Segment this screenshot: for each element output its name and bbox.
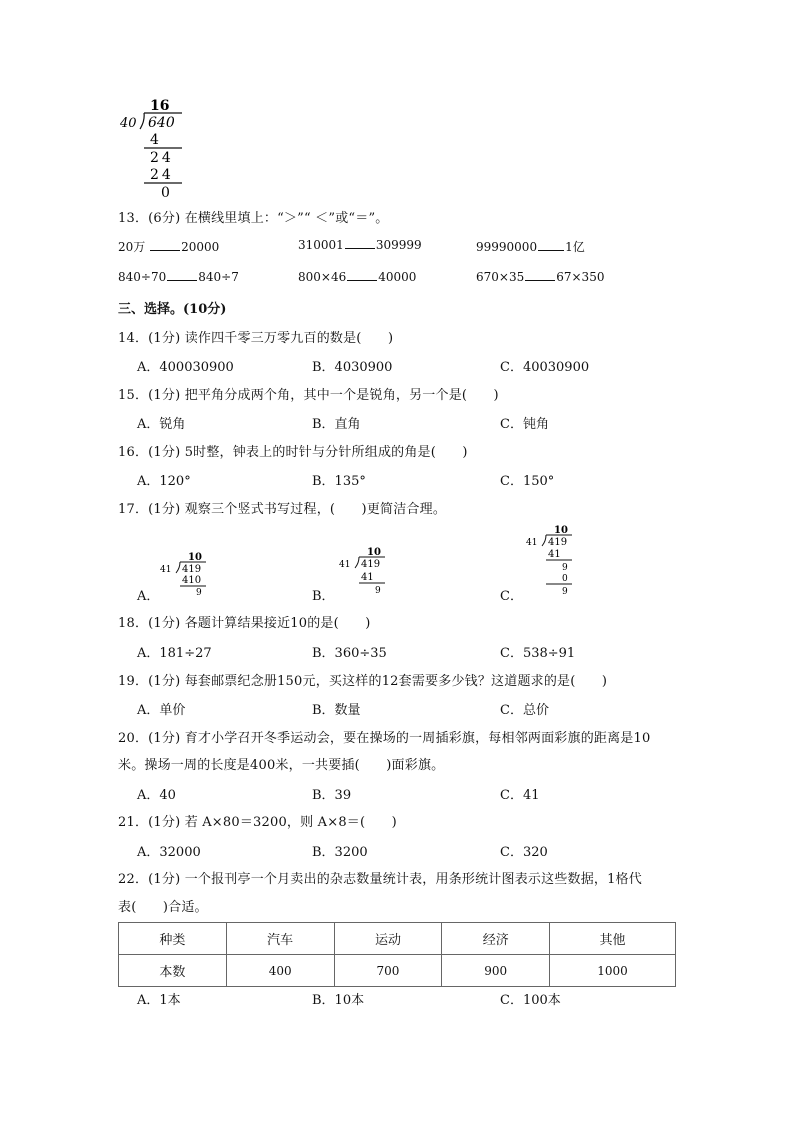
q17a-quotient: 10 (188, 552, 202, 563)
q15-option-c[interactable]: C．钝角 (500, 417, 549, 432)
q13-blank-3[interactable] (538, 238, 564, 251)
q13-item-1 (118, 238, 219, 255)
q17b-divisor: 41 (339, 560, 351, 570)
q13-blank-1[interactable] (150, 238, 180, 251)
step-4: 0 (161, 185, 170, 200)
q13-blank-4[interactable] (167, 268, 197, 281)
q13-item-6-left: 670×35 (476, 270, 525, 284)
q14-option-c[interactable]: C．40030900 (500, 360, 590, 375)
q13-item-2-left: 310001 (298, 238, 344, 252)
q16-stem: 16．(1分) 5时整，钟表上的时针与分针所组成的角是( ) (118, 445, 468, 460)
q17-division-b (337, 545, 389, 595)
q18-option-b[interactable]: B．360÷35 (312, 646, 387, 661)
q17c-rem: 9 (562, 587, 568, 597)
q16-option-c[interactable]: C．150° (500, 474, 555, 489)
q17-stem: 17．(1分) 观察三个竖式书写过程，( )更简洁合理。 (118, 502, 447, 517)
q14-stem: 14．(1分) 读作四千零三万零九百的数是( ) (118, 331, 394, 346)
q22-option-a[interactable]: A．1本 (137, 993, 181, 1008)
q20-stem-line2: 米。操场一周的长度是400米，一共要插( )面彩旗。 (118, 758, 445, 773)
q22-option-c[interactable]: C．100本 (500, 993, 561, 1008)
q18-option-c[interactable]: C．538÷91 (500, 646, 576, 661)
table-header-cell: 运动 (334, 923, 442, 955)
q15-option-a[interactable]: A．锐角 (137, 417, 186, 432)
q13-blank-2[interactable] (345, 236, 375, 249)
q18-stem: 18．(1分) 各题计算结果接近10的是( ) (118, 616, 371, 631)
table-cell: 900 (442, 955, 550, 987)
q16-option-b[interactable]: B．135° (312, 474, 366, 489)
q13-item-1-left: 20万 (118, 240, 146, 254)
q13-item-5-right: 40000 (378, 270, 417, 284)
q17b-quotient: 10 (367, 547, 381, 558)
q17-option-a[interactable]: A． (137, 589, 160, 604)
q13-item-4 (118, 268, 239, 284)
table-header-cell: 经济 (442, 923, 550, 955)
q15-stem: 15．(1分) 把平角分成两个角，其中一个是锐角，另一个是( ) (118, 388, 499, 403)
q13-item-3-right: 1亿 (565, 240, 585, 254)
q17b-sub: 41 (361, 572, 374, 583)
q17c-sub1: 41 (548, 549, 561, 560)
q17a-divisor: 41 (160, 565, 172, 575)
q16-option-a[interactable]: A．120° (137, 474, 191, 489)
table-cell: 1000 (550, 955, 676, 987)
q17c-quotient: 10 (554, 525, 568, 536)
long-division-640-by-40 (118, 96, 208, 200)
q17a-dividend: 419 (182, 564, 202, 575)
q17a-sub: 410 (182, 575, 202, 586)
dividend: 640 (148, 115, 175, 131)
q13-item-2-right: 309999 (375, 238, 422, 252)
q19-option-c[interactable]: C．总价 (500, 703, 549, 718)
table-row (119, 923, 676, 955)
q14-option-a[interactable]: A．400030900 (137, 360, 234, 375)
step-3: 24 (150, 167, 174, 183)
table-cell: 400 (226, 955, 334, 987)
table-header-cell: 汽车 (226, 923, 334, 955)
q20-stem-line1: 20．(1分) 育才小学召开冬季运动会，要在操场的一周插彩旗，每相邻两面彩旗的距离是10 (118, 731, 651, 746)
step-1: 4 (150, 132, 159, 148)
q13-item-5-left: 800×46 (298, 270, 347, 284)
q13-item-2 (298, 236, 422, 252)
q17-option-b[interactable]: B． (312, 589, 335, 604)
q19-option-b[interactable]: B．数量 (312, 703, 361, 718)
q17-option-c[interactable]: C． (500, 589, 523, 604)
q20-option-c[interactable]: C．41 (500, 788, 540, 803)
q18-option-a[interactable]: A．181÷27 (137, 646, 212, 661)
divisor: 40 (120, 116, 137, 131)
table-cell: 本数 (119, 955, 227, 987)
table-cell: 700 (334, 955, 442, 987)
q13-item-3-left: 99990000 (476, 240, 538, 254)
q19-option-a[interactable]: A．单价 (137, 703, 186, 718)
q13-blank-6[interactable] (525, 268, 555, 281)
q19-stem: 19．(1分) 每套邮票纪念册150元，买这样的12套需要多少钱？这道题求的是( ) (118, 674, 608, 689)
q17c-mid: 9 (562, 563, 568, 573)
q22-stem-line2: 表( )合适。 (118, 900, 208, 915)
q13-item-3 (476, 238, 585, 255)
q17c-dividend: 419 (548, 537, 568, 548)
step-2: 24 (150, 150, 174, 166)
table-header-cell: 种类 (119, 923, 227, 955)
q21-option-b[interactable]: B．3200 (312, 845, 368, 860)
q21-stem: 21．(1分) 若 A×80＝3200，则 A×8＝( ) (118, 815, 397, 830)
q14-option-b[interactable]: B．4030900 (312, 360, 393, 375)
q20-option-a[interactable]: A．40 (137, 788, 176, 803)
magazine-sales-table (118, 922, 676, 987)
q17b-rem: 9 (375, 586, 381, 595)
q13-item-1-right: 20000 (181, 240, 220, 254)
table-row (119, 955, 676, 987)
q15-option-b[interactable]: B．直角 (312, 417, 361, 432)
q13-item-5 (298, 268, 416, 284)
q13-blank-5[interactable] (347, 268, 377, 281)
q22-stem-line1: 22．(1分) 一个报刊亭一个月卖出的杂志数量统计表，用条形统计图表示这些数据，1格代 (118, 872, 642, 887)
q17b-dividend: 419 (361, 559, 381, 570)
q17-division-a (158, 550, 210, 596)
q21-option-a[interactable]: A．32000 (137, 845, 201, 860)
q13-stem: 13．(6分) 在横线里填上：“＞”“ ＜”或“＝”。 (118, 211, 389, 226)
q13-item-4-right: 840÷7 (198, 270, 239, 284)
q17c-divisor: 41 (526, 538, 538, 548)
quotient: 16 (150, 98, 170, 114)
q20-option-b[interactable]: B．39 (312, 788, 352, 803)
q13-item-6-right: 67×350 (556, 270, 605, 284)
section-3-heading: 三、选择。(10分) (118, 302, 227, 317)
q13-item-4-left: 840÷70 (118, 270, 167, 284)
q21-option-c[interactable]: C．320 (500, 845, 548, 860)
q22-option-b[interactable]: B．10本 (312, 993, 365, 1008)
q13-item-6 (476, 268, 604, 284)
q17-division-c (524, 523, 576, 597)
q17a-rem: 9 (196, 588, 202, 596)
table-header-cell: 其他 (550, 923, 676, 955)
q17c-sub2: 0 (562, 574, 568, 584)
